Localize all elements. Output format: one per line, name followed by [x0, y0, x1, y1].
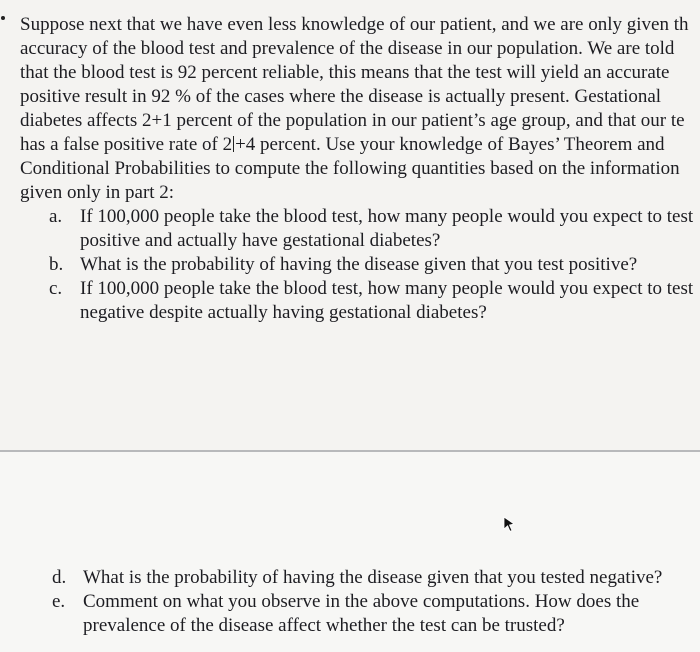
sub-question-c-line-2: negative despite actually having gestational diabetes?	[80, 302, 487, 323]
sub-question-d-line-1: What is the probability of having the disease given that you tested negative?	[83, 567, 663, 588]
intro-line-7: Conditional Probabilities to compute the following quantities based on the information	[20, 158, 680, 179]
text-cursor	[233, 136, 234, 152]
sub-question-marker: a.	[49, 206, 63, 227]
sub-question-marker: d.	[52, 567, 67, 588]
bullet-dot	[1, 16, 5, 20]
sub-question-e-line-1: Comment on what you observe in the above computations. How does the	[83, 591, 640, 612]
mouse-pointer-icon	[502, 516, 516, 532]
sub-question-marker: c.	[49, 278, 63, 299]
intro-line-6-part-b: +4 percent. Use your knowledge of Bayes’ Theorem and	[235, 134, 665, 155]
intro-line-5: diabetes affects 2+1 percent of the population in our patient’s age group, and that our te	[20, 110, 685, 131]
intro-line-6	[20, 133, 665, 157]
sub-question-a-line-2: positive and actually have gestational diabetes?	[80, 230, 441, 251]
sub-question-b-line-1: What is the probability of having the disease given that you test positive?	[80, 254, 638, 275]
question-top-section	[0, 1, 700, 449]
intro-line-8: given only in part 2:	[20, 182, 175, 203]
sub-question-marker: e.	[52, 591, 66, 612]
intro-line-6-part-a: has a false positive rate of 2	[20, 134, 233, 155]
intro-line-4: positive result in 92 % of the cases where the disease is actually present. Gestational	[20, 86, 662, 107]
question-bottom-section	[0, 452, 700, 652]
sub-question-marker: b.	[49, 254, 64, 275]
sub-question-e-line-2: prevalence of the disease affect whether the test can be trusted?	[83, 615, 565, 636]
intro-line-2: accuracy of the blood test and prevalence of the disease in our population. We are told	[20, 38, 675, 59]
intro-line-3: that the blood test is 92 percent reliable, this means that the test will yield an accurate	[20, 62, 670, 83]
sub-question-c-line-1: If 100,000 people take the blood test, how many people would you expect to test	[80, 278, 694, 299]
sub-question-a-line-1: If 100,000 people take the blood test, how many people would you expect to test	[80, 206, 694, 227]
intro-line-1: Suppose next that we have even less knowledge of our patient, and we are only given th	[20, 14, 689, 35]
